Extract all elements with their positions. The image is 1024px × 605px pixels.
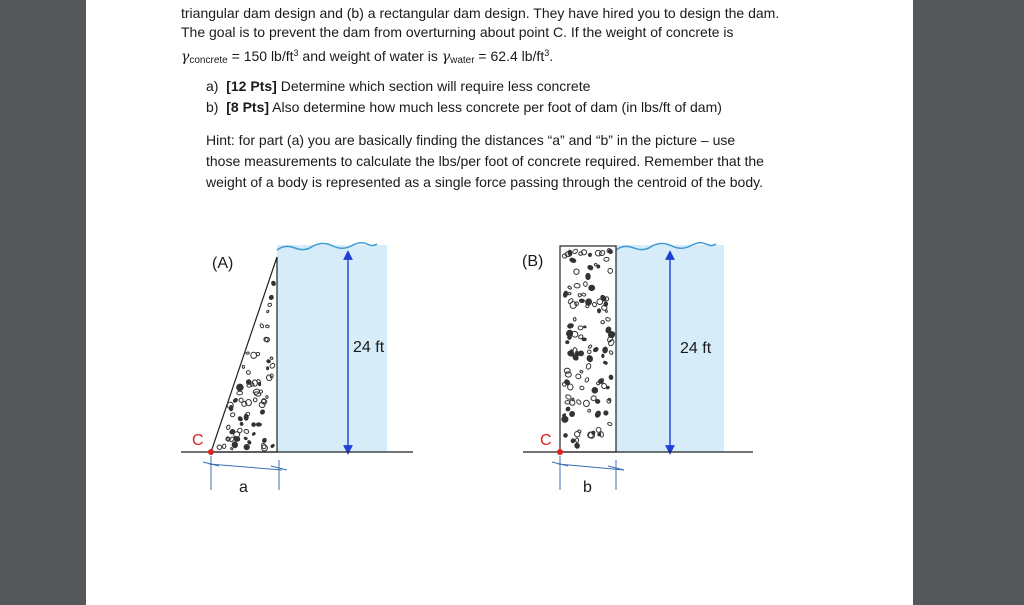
aggregate-pebble bbox=[604, 411, 609, 416]
question-marker: a) bbox=[206, 78, 219, 94]
gamma-symbol: γ bbox=[181, 49, 190, 65]
gamma-symbol: γ bbox=[441, 49, 451, 65]
hint-line-3: weight of a body is represented as a single force passing through the centroid of the body. bbox=[206, 174, 763, 190]
aggregate-pebble bbox=[568, 335, 572, 340]
aggregate-pebble bbox=[565, 340, 569, 344]
aggregate-pebble bbox=[579, 299, 584, 303]
point-c-label-b: C bbox=[540, 432, 552, 449]
aggregate-pebble bbox=[597, 265, 600, 268]
aggregate-pebble bbox=[244, 444, 250, 450]
figure-a-label: (A) bbox=[212, 255, 234, 272]
exponent: 3 bbox=[544, 48, 550, 58]
aggregate-pebble bbox=[240, 422, 243, 426]
aggregate-pebble bbox=[582, 338, 586, 341]
concrete-value: = 150 lb/ft bbox=[227, 48, 294, 64]
aggregate-pebble bbox=[602, 347, 608, 354]
document-page bbox=[86, 0, 913, 605]
gamma-water-subscript: water bbox=[450, 55, 475, 66]
question-text: Also determine how much less concrete per foot of dam (in lbs/ft of dam) bbox=[272, 99, 722, 115]
aggregate-pebble bbox=[602, 354, 604, 357]
question-points: [8 Pts] bbox=[226, 99, 270, 115]
water-value: = 62.4 lb/ft bbox=[474, 48, 545, 64]
problem-line-1: triangular dam design and (b) a rectangular dam design. They have hired you to design the dam. bbox=[181, 5, 780, 21]
problem-line-2: The goal is to prevent the dam from overturning about point C. If the weight of concrete is bbox=[181, 24, 734, 40]
pivot-point-a bbox=[208, 449, 214, 455]
height-label-a: 24 ft bbox=[353, 339, 385, 356]
question-text: Determine which section will require less concrete bbox=[280, 78, 591, 94]
aggregate-pebble bbox=[597, 309, 600, 313]
height-label-b: 24 ft bbox=[680, 340, 712, 357]
aggregate-pebble bbox=[563, 433, 568, 438]
aggregate-pebble bbox=[244, 437, 247, 440]
dim-line-b bbox=[558, 464, 624, 470]
aggregate-pebble bbox=[609, 375, 614, 380]
triangular-dam bbox=[211, 257, 277, 452]
aggregate-pebble bbox=[583, 326, 586, 328]
aggregate-pebble bbox=[603, 302, 608, 307]
aggregate-pebble bbox=[267, 359, 271, 363]
hint-line-2: those measurements to calculate the lbs/per foot of concrete required. Remember that the bbox=[206, 153, 764, 169]
aggregate-pebble bbox=[586, 273, 591, 279]
dim-line-a bbox=[209, 464, 282, 470]
aggregate-pebble bbox=[574, 443, 580, 449]
dim-label-a: a bbox=[239, 479, 248, 496]
figure-b bbox=[522, 243, 753, 496]
line3-end: . bbox=[549, 48, 554, 64]
figure-a bbox=[181, 243, 413, 496]
aggregate-pebble bbox=[232, 442, 238, 448]
pivot-point-b bbox=[557, 449, 563, 455]
exponent: 3 bbox=[293, 48, 299, 58]
dim-label-b: b bbox=[583, 479, 592, 496]
line3-mid: and weight of water is bbox=[298, 48, 442, 64]
question-points: [12 Pts] bbox=[226, 78, 277, 94]
aggregate-pebble bbox=[256, 423, 261, 426]
point-c-label-a: C bbox=[192, 432, 204, 449]
question-marker: b) bbox=[206, 99, 219, 115]
gamma-concrete-subscript: concrete bbox=[189, 55, 228, 66]
aggregate-pebble bbox=[571, 439, 575, 444]
aggregate-pebble bbox=[267, 367, 269, 370]
dam-figure bbox=[86, 0, 913, 605]
aggregate-pebble bbox=[588, 253, 592, 257]
figure-b-label: (B) bbox=[522, 253, 544, 270]
hint-line-1: Hint: for part (a) you are basically finding the distances “a” and “b” in the picture – use bbox=[206, 132, 736, 148]
aggregate-pebble bbox=[569, 411, 575, 417]
